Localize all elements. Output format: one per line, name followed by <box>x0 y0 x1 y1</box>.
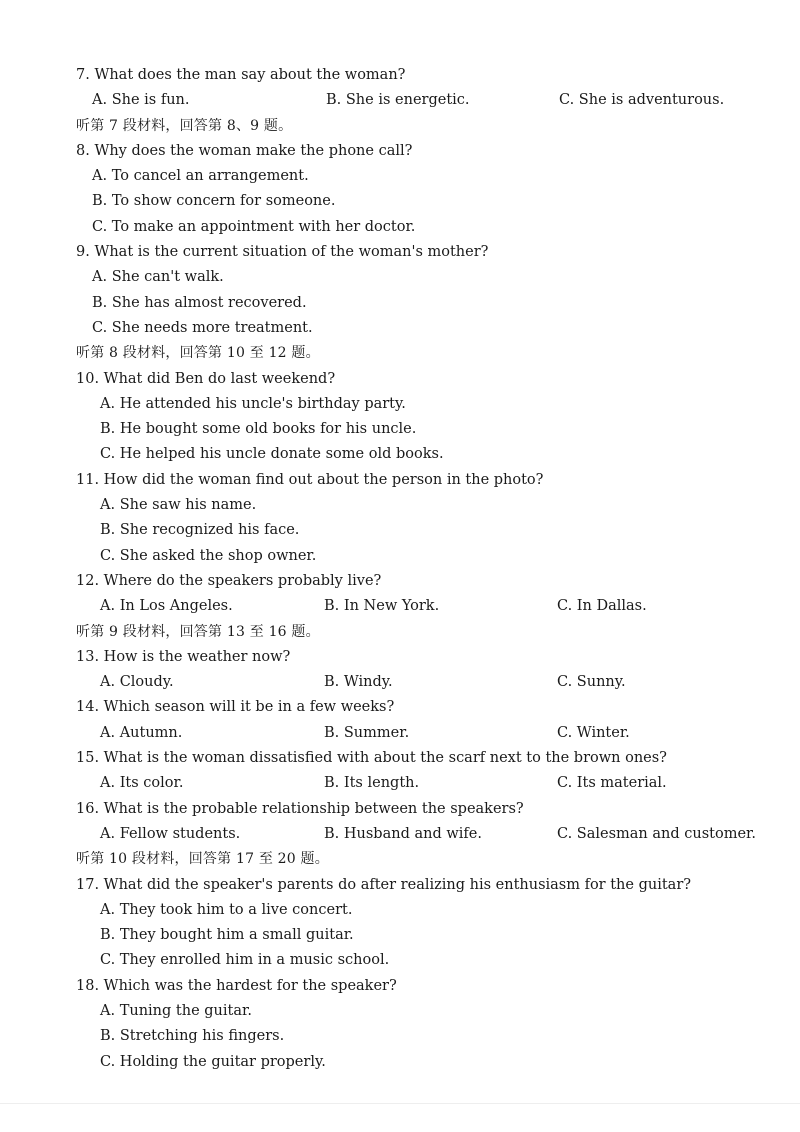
answer-option: B. He bought some old books for his uncle. <box>100 421 417 438</box>
section-instruction: 听第 7 段材料，回答第 8、9 题。 <box>76 117 293 134</box>
exam-page <box>76 63 776 1075</box>
question-text: 11. How did the woman find out about the person in the photo? <box>76 471 544 488</box>
question-text: 15. What is the woman dissatisfied with about the scarf next to the brown ones? <box>76 750 667 767</box>
answer-option: A. To cancel an arrangement. <box>92 168 309 185</box>
answer-option: B. Windy. <box>324 674 393 691</box>
answer-option: B. She is energetic. <box>326 92 470 109</box>
answer-options-row <box>76 88 776 113</box>
page-bottom-divider <box>0 1103 800 1104</box>
question-text: 14. Which season will it be in a few weeks? <box>76 699 395 716</box>
section-instruction: 听第 10 段材料，回答第 17 至 20 题。 <box>76 851 329 868</box>
answer-option: C. In Dallas. <box>557 598 647 615</box>
answer-option: C. She asked the shop owner. <box>100 547 317 564</box>
answer-option: B. She has almost recovered. <box>92 294 307 311</box>
section-instruction: 听第 9 段材料，回答第 13 至 16 题。 <box>76 623 320 640</box>
question-text: 12. Where do the speakers probably live? <box>76 572 382 589</box>
question-text: 18. Which was the hardest for the speaker? <box>76 977 397 994</box>
answer-option: B. Summer. <box>324 724 410 741</box>
answer-options-row <box>76 771 776 796</box>
answer-option: A. She can't walk. <box>92 269 224 286</box>
answer-option: A. Its color. <box>100 775 184 792</box>
answer-option: B. Husband and wife. <box>324 825 482 842</box>
question-text: 10. What did Ben do last weekend? <box>76 370 336 387</box>
question-text: 7. What does the man say about the woman? <box>76 67 406 83</box>
answer-option: C. Its material. <box>557 775 667 792</box>
question-text: 16. What is the probable relationship between the speakers? <box>76 800 524 817</box>
answer-option: C. Sunny. <box>557 674 626 691</box>
question-text: 17. What did the speaker's parents do after realizing his enthusiasm for the guitar? <box>76 876 692 893</box>
answer-option: A. In Los Angeles. <box>100 598 233 615</box>
answer-option: C. To make an appointment with her doctor. <box>92 218 416 235</box>
answer-option: C. She is adventurous. <box>559 92 725 109</box>
answer-options-row <box>76 822 776 847</box>
question-text: 9. What is the current situation of the woman's mother? <box>76 244 489 261</box>
answer-options-row <box>76 670 776 695</box>
question-text: 8. Why does the woman make the phone call? <box>76 142 413 159</box>
question-text: 13. How is the weather now? <box>76 648 291 665</box>
answer-options-row <box>76 721 776 746</box>
answer-option: B. She recognized his face. <box>100 522 300 539</box>
answer-option: A. Tuning the guitar. <box>100 1002 252 1019</box>
answer-option: C. She needs more treatment. <box>92 319 313 336</box>
answer-option: B. Stretching his fingers. <box>100 1028 285 1045</box>
answer-option: B. Its length. <box>324 775 420 792</box>
answer-option: A. Autumn. <box>100 724 183 741</box>
answer-option: A. She saw his name. <box>100 497 257 514</box>
answer-option: A. He attended his uncle's birthday party. <box>100 395 406 412</box>
answer-option: C. Salesman and customer. <box>557 825 756 842</box>
section-instruction: 听第 8 段材料，回答第 10 至 12 题。 <box>76 345 320 362</box>
answer-option: B. They bought him a small guitar. <box>100 927 354 944</box>
answer-options-row <box>76 594 776 619</box>
answer-option: C. Winter. <box>557 724 630 741</box>
answer-option: B. To show concern for someone. <box>92 193 336 210</box>
answer-option: B. In New York. <box>324 598 440 615</box>
answer-option: A. Fellow students. <box>100 825 241 842</box>
answer-option: C. They enrolled him in a music school. <box>100 952 390 969</box>
answer-option: C. Holding the guitar properly. <box>100 1053 326 1070</box>
answer-option: A. She is fun. <box>92 92 190 109</box>
answer-option: C. He helped his uncle donate some old books. <box>100 446 444 463</box>
answer-option: A. They took him to a live concert. <box>100 901 353 918</box>
answer-option: A. Cloudy. <box>100 674 174 691</box>
